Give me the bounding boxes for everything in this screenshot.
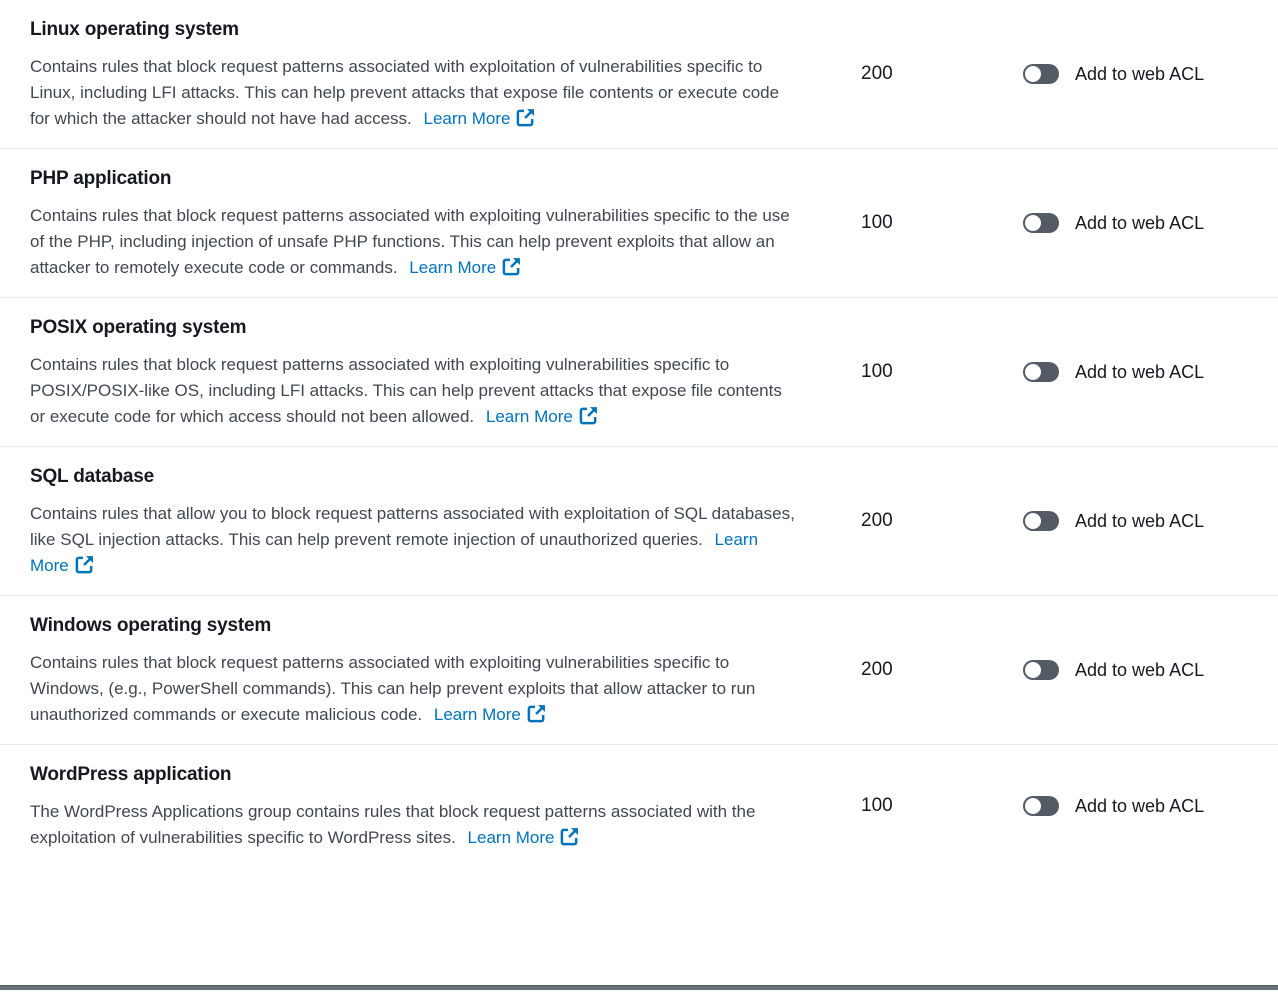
add-to-web-acl-toggle[interactable] — [1023, 213, 1059, 233]
rule-group-title: PHP application — [30, 168, 172, 189]
description-text: Contains rules that block request patterns associated with exploiting vulnerabilities specific to the use of the PHP, including injection of unsafe PHP functions. This can help prevent exploits that allow an attacker to remotely execute code or commands. — [30, 206, 790, 277]
rule-group-row-php — [0, 149, 1278, 298]
rule-group-info — [0, 745, 800, 867]
learn-more-label: Learn More — [467, 828, 555, 847]
toggle-knob — [1025, 215, 1041, 231]
rule-group-info — [0, 0, 800, 148]
horizontal-scrollbar[interactable] — [0, 985, 1278, 990]
rule-group-row-wordpress — [0, 745, 1278, 867]
rule-group-info — [0, 596, 800, 744]
external-link-icon — [502, 257, 521, 276]
add-to-web-acl-toggle[interactable] — [1023, 511, 1059, 531]
rule-group-row-sql — [0, 447, 1278, 596]
description-text: The WordPress Applications group contains rules that block request patterns associated with the exploitation of vulnerabilities specific to WordPress sites. — [30, 802, 756, 847]
rule-group-description — [30, 501, 800, 579]
rule-group-description — [30, 203, 800, 281]
rule-group-description — [30, 54, 800, 132]
rule-group-description — [30, 352, 800, 430]
capacity-value: 100 — [861, 361, 893, 382]
rule-group-info — [0, 149, 800, 297]
add-to-web-acl-label: Add to web ACL — [1075, 510, 1205, 531]
learn-more-label: Learn More — [30, 530, 759, 575]
external-link-icon — [527, 704, 546, 723]
rule-group-title: Windows operating system — [30, 615, 272, 636]
rule-group-row-posix — [0, 298, 1278, 447]
add-to-web-acl-control — [1023, 511, 1204, 532]
learn-more-link[interactable] — [424, 109, 536, 128]
toggle-knob — [1025, 364, 1041, 380]
description-text: Contains rules that allow you to block request patterns associated with exploitation of SQL databases, like SQL injection attacks. This can help prevent remote injection of unauthorized queries. — [30, 504, 795, 549]
external-link-icon — [75, 555, 94, 574]
toggle-knob — [1025, 513, 1041, 529]
add-to-web-acl-control — [1023, 796, 1204, 817]
learn-more-label: Learn More — [485, 407, 573, 426]
rule-group-info — [0, 447, 800, 595]
description-text: Contains rules that block request patterns associated with exploiting vulnerabilities specific to POSIX/POSIX-like OS, including LFI attacks. This can help prevent attacks that expose file contents or execute code for which access should not been allowed. — [30, 355, 782, 426]
rule-group-title: WordPress application — [30, 764, 232, 785]
add-to-web-acl-control — [1023, 362, 1204, 383]
add-to-web-acl-label: Add to web ACL — [1075, 212, 1205, 233]
toggle-knob — [1025, 66, 1041, 82]
rule-group-row-linux — [0, 0, 1278, 149]
description-text: Contains rules that block request patterns associated with exploitation of vulnerabilities specific to Linux, including LFI attacks. This can help prevent attacks that expose file contents or execute code for which the attacker should not have had access. — [30, 57, 780, 128]
rule-group-description — [30, 799, 800, 851]
add-to-web-acl-label: Add to web ACL — [1075, 659, 1205, 680]
add-to-web-acl-toggle[interactable] — [1023, 796, 1059, 816]
add-to-web-acl-toggle[interactable] — [1023, 362, 1059, 382]
description-text: Contains rules that block request patterns associated with exploiting vulnerabilities specific to Windows, (e.g., PowerShell commands). This can help prevent exploits that allow attacker to run unauthorized commands or execute malicious code. — [30, 653, 756, 724]
add-to-web-acl-label: Add to web ACL — [1075, 361, 1205, 382]
capacity-value: 200 — [861, 659, 893, 680]
toggle-knob — [1025, 798, 1041, 814]
external-link-icon — [516, 108, 535, 127]
learn-more-label: Learn More — [423, 109, 511, 128]
learn-more-label: Learn More — [409, 258, 497, 277]
add-to-web-acl-toggle[interactable] — [1023, 64, 1059, 84]
learn-more-link[interactable] — [486, 407, 598, 426]
learn-more-link[interactable] — [409, 258, 521, 277]
rule-group-row-windows — [0, 596, 1278, 745]
learn-more-link[interactable] — [434, 705, 546, 724]
add-to-web-acl-control — [1023, 660, 1204, 681]
rule-group-title: SQL database — [30, 466, 154, 487]
learn-more-label: Learn More — [433, 705, 521, 724]
add-to-web-acl-toggle[interactable] — [1023, 660, 1059, 680]
capacity-value: 200 — [861, 63, 893, 84]
rule-group-info — [0, 298, 800, 446]
learn-more-link[interactable] — [468, 828, 580, 847]
capacity-value: 100 — [861, 795, 893, 816]
rule-group-description — [30, 650, 800, 728]
add-to-web-acl-label: Add to web ACL — [1075, 795, 1205, 816]
add-to-web-acl-control — [1023, 64, 1204, 85]
add-to-web-acl-label: Add to web ACL — [1075, 63, 1205, 84]
toggle-knob — [1025, 662, 1041, 678]
rule-group-title: Linux operating system — [30, 19, 239, 40]
capacity-value: 100 — [861, 212, 893, 233]
external-link-icon — [560, 827, 579, 846]
external-link-icon — [579, 406, 598, 425]
add-to-web-acl-control — [1023, 213, 1204, 234]
rule-group-title: POSIX operating system — [30, 317, 247, 338]
capacity-value: 200 — [861, 510, 893, 531]
